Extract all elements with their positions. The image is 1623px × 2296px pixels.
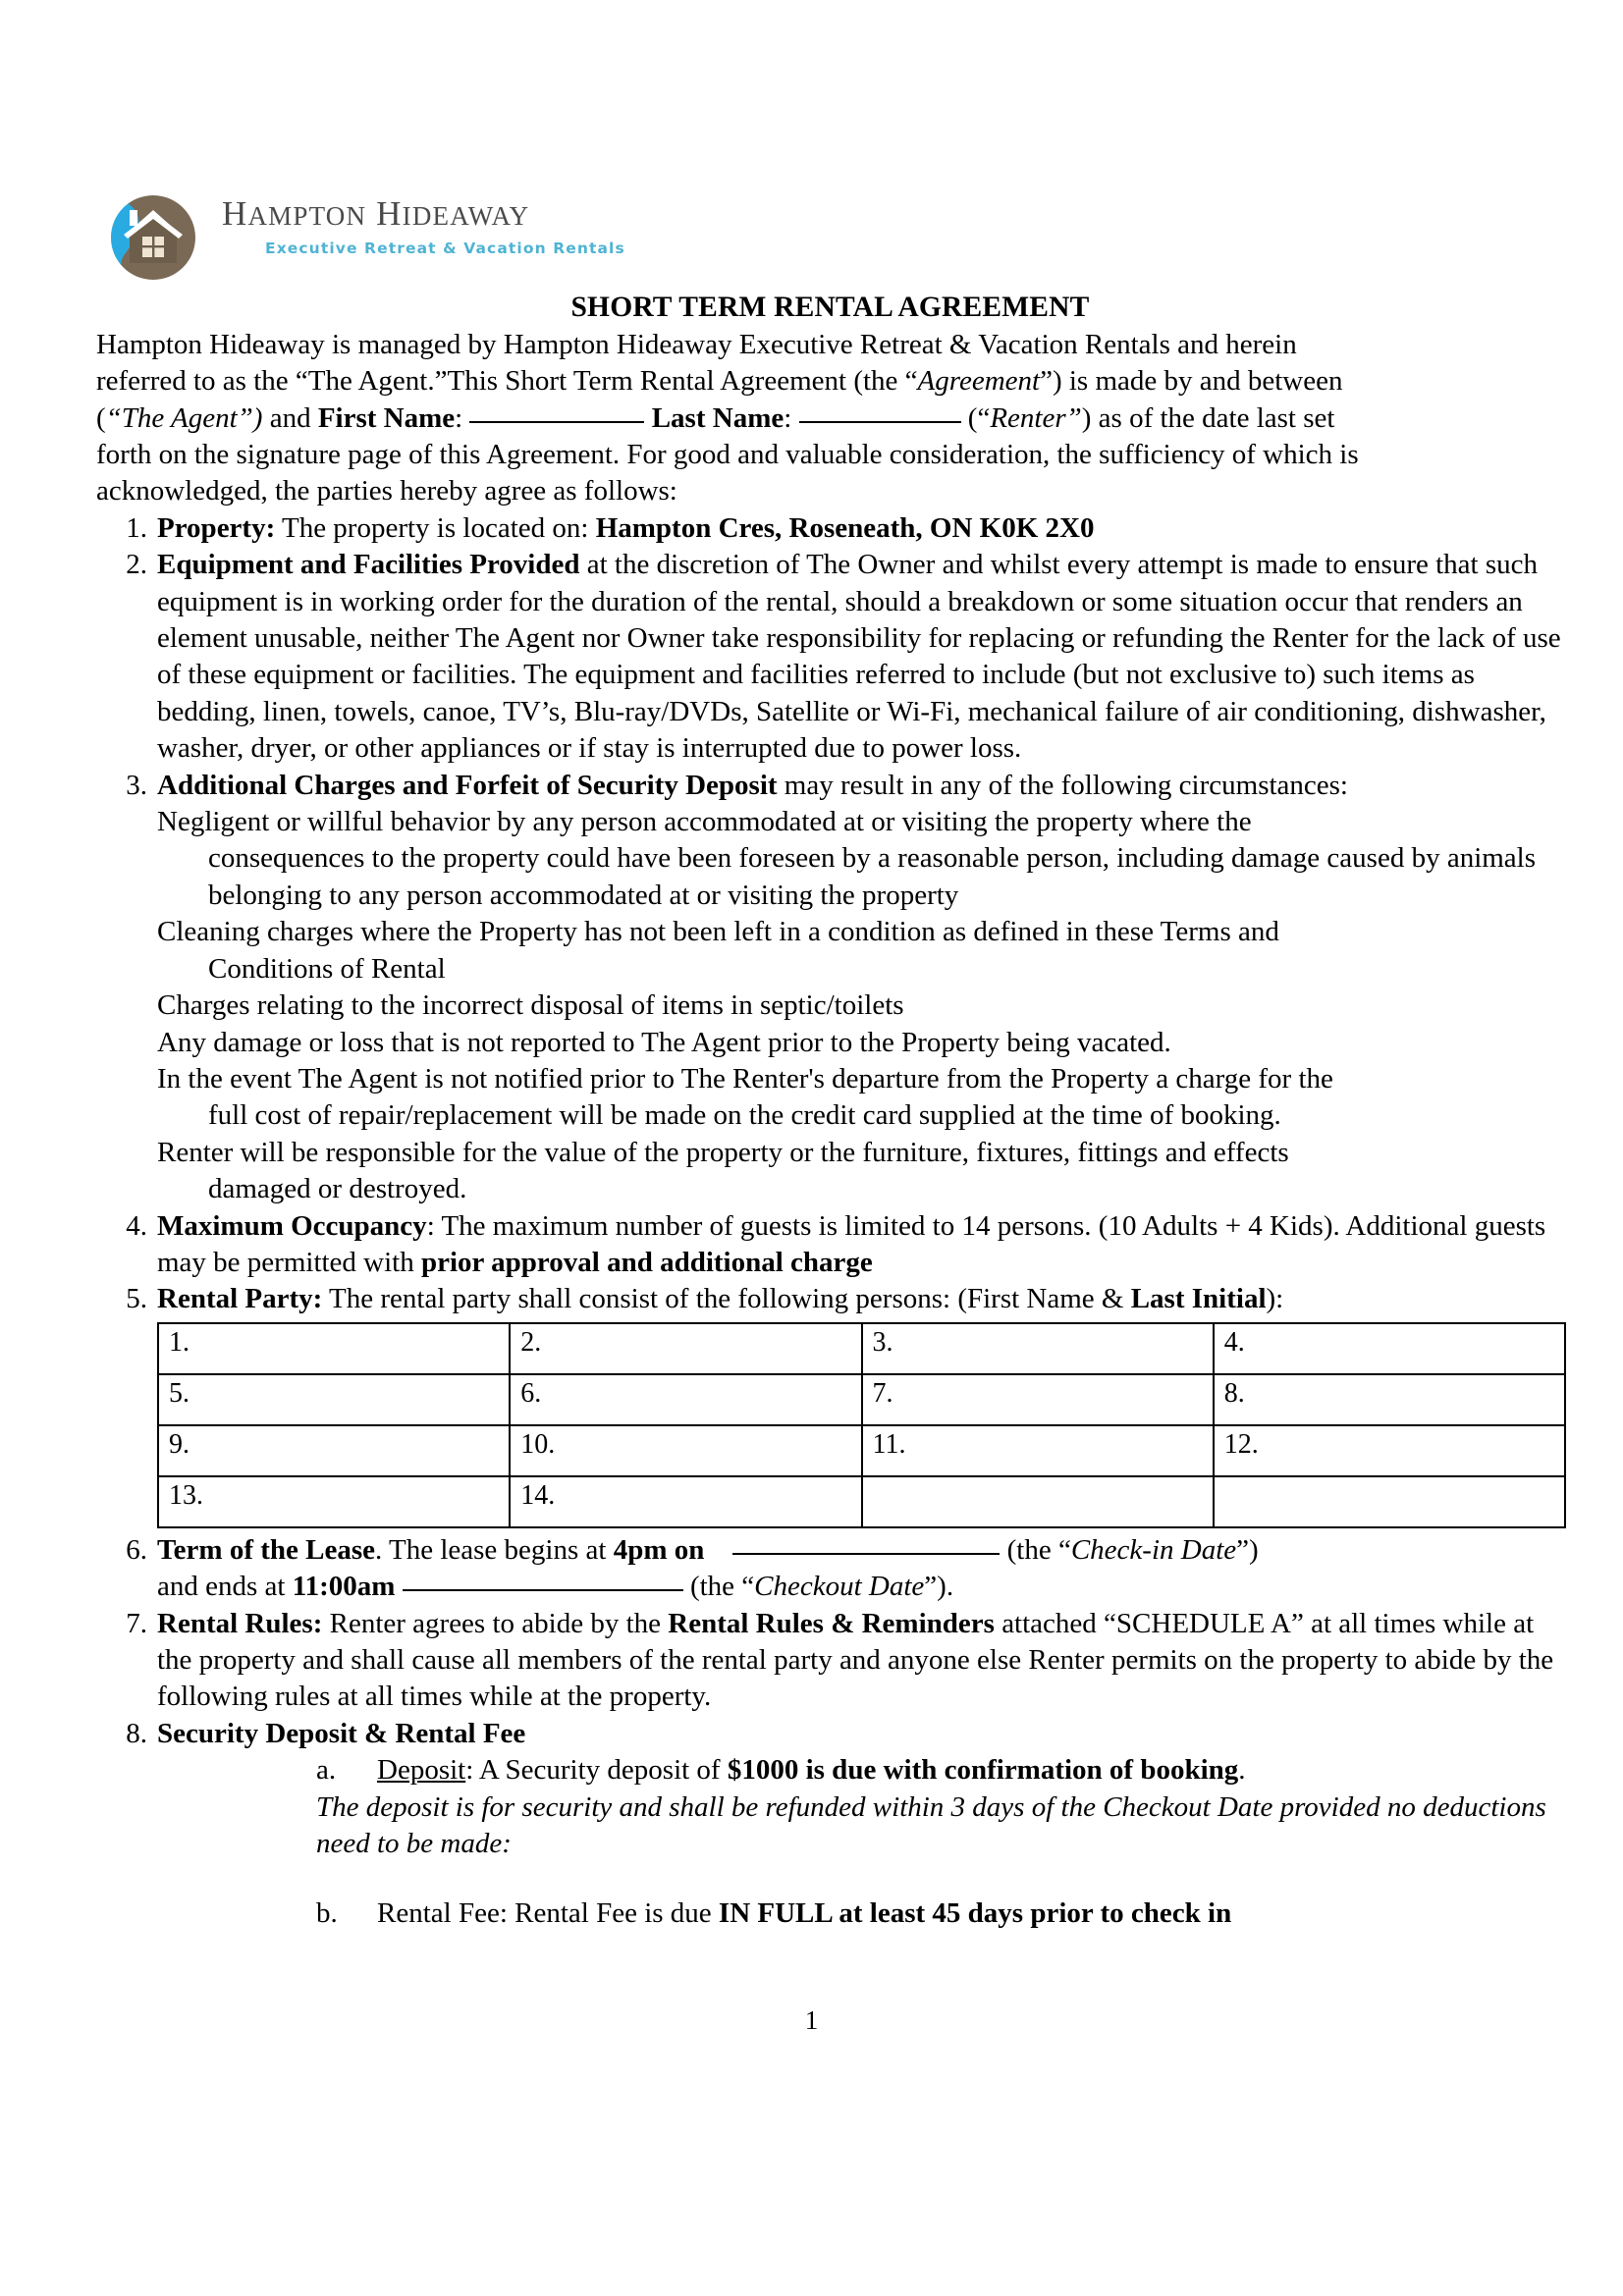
rental-party-table <box>157 1322 1566 1528</box>
clause-3-bullet-6: Renter will be responsible for the value of the property or the furniture, fixtures, fittings and effects <box>157 1136 1289 1168</box>
clause-3-number: 3. <box>126 769 147 801</box>
clause-4-bold-tail: prior approval and additional charge <box>421 1246 873 1278</box>
table-row <box>158 1425 1565 1476</box>
clause-8-number: 8. <box>126 1717 147 1749</box>
clause-6-text-b: (the “ <box>1000 1533 1071 1566</box>
clause-3-bullet-2: Cleaning charges where the Property has not been left in a condition as defined in these Terms and <box>157 916 1279 948</box>
clause-8b-text: Rental Fee: Rental Fee is due <box>377 1897 719 1930</box>
clause-4-text: : The maximum number of guests is limited to 14 persons. (10 Adults + 4 Kids). Additional guests may be permitted with <box>157 1209 1546 1278</box>
clause-1-number: 1. <box>126 511 147 544</box>
intro-paragraph <box>96 327 1564 510</box>
deposit-refund-note: The deposit is for security and shall be refunded within 3 days of the Checkout Date provided no deductions need to be made: <box>316 1790 1546 1860</box>
clause-3-bullet-1-main: Negligent or willful behavior by any person accommodated at or visiting the property where the <box>157 806 1252 838</box>
clause-6-text-c: ”) <box>1236 1533 1259 1566</box>
clause-7-rules-reminders: Rental Rules & Reminders <box>668 1607 995 1639</box>
clause-3-label: Additional Charges and Forfeit of Security Deposit <box>157 769 778 801</box>
clause-8b-rental-fee <box>316 1896 1564 1932</box>
party-cell-12[interactable]: 12. <box>1214 1425 1565 1476</box>
party-cell-9[interactable]: 9. <box>158 1425 510 1476</box>
party-cell-2[interactable]: 2. <box>510 1323 861 1374</box>
clause-1-label: Property: <box>157 511 276 544</box>
clause-8a-period: . <box>1238 1754 1246 1787</box>
clause-3-text: may result in any of the following circumstances: <box>777 769 1348 801</box>
property-address: Hampton Cres, Roseneath, ON K0K 2X0 <box>595 511 1095 544</box>
clause-1-text: The property is located on: <box>275 511 596 544</box>
intro-line-2b: ”) is made by and between <box>1040 365 1343 398</box>
intro-line-2a: referred to as the “The Agent.”This Short Term Rental Agreement (the “ <box>96 365 918 398</box>
logo-name-ideaway: IDEAWAY <box>402 201 530 231</box>
clause-6-line2-c: ”). <box>924 1571 954 1603</box>
party-cell-8[interactable]: 8. <box>1214 1374 1565 1425</box>
clause-3-bullet-2-cont: Conditions of Rental <box>208 952 446 985</box>
agreement-clause-list-continued <box>96 1532 1564 1933</box>
deposit-underlined-label: Deposit <box>377 1754 466 1787</box>
rental-fee-terms: IN FULL at least 45 days prior to check in <box>718 1897 1232 1930</box>
clause-7-rental-rules <box>96 1606 1564 1716</box>
clause-8a-deposit <box>316 1752 1564 1789</box>
document-title: SHORT TERM RENTAL AGREEMENT <box>570 292 1090 323</box>
clause-6-line2-a: and ends at <box>157 1571 293 1603</box>
page-number: 1 <box>804 2005 819 2035</box>
clause-5-rental-party <box>96 1281 1564 1317</box>
clause-2-text: at the discretion of The Owner and whilst every attempt is made to ensure that such equipment is in working order for the duration of the rental, should a breakdown or some situation occur that renders an element unusable, neither The Agent nor Owner take responsibility for replacing or refunding the Renter for the lack of use of these equipment or facilities. The equipment and facilities referred to include (but not exclusive to) such items as bedding, linen, towels, canoe, TV’s, Blu-ray/DVDs, Satellite or Wi-Fi, mechanical failure of air conditioning, dishwasher, washer, dryer, or other appliances or if stay is interrupted due to power loss. <box>157 549 1561 765</box>
clause-5-label: Rental Party: <box>157 1283 323 1315</box>
intro-paren-open: ( <box>96 401 106 434</box>
clause-8b-letter: b. <box>316 1897 338 1930</box>
clause-4-number: 4. <box>126 1209 147 1242</box>
first-name-colon: : <box>455 401 470 434</box>
deposit-amount-terms: $1000 is due with confirmation of booking <box>727 1754 1239 1787</box>
clause-3-additional-charges <box>96 768 1564 1208</box>
intro-line-5: acknowledged, the parties hereby agree as follows: <box>96 475 677 507</box>
clause-6-checkout-time: 11:00am <box>292 1571 396 1603</box>
last-name-input-blank[interactable] <box>799 421 961 423</box>
logo-tagline: Executive Retreat & Vacation Rentals <box>265 239 625 257</box>
last-name-colon: : <box>784 401 799 434</box>
spacer <box>157 1862 1564 1896</box>
first-name-input-blank[interactable] <box>469 421 644 423</box>
clause-3-bullet-5: In the event The Agent is not notified prior to The Renter's departure from the Property a charge for the <box>157 1062 1333 1095</box>
intro-line-4: forth on the signature page of this Agreement. For good and valuable consideration, the sufficiency of which is <box>96 439 1359 471</box>
logo-wordmark <box>222 196 625 257</box>
clause-6-term-of-lease <box>96 1532 1564 1606</box>
clause-3-bullet-5-cont: full cost of repair/replacement will be made on the credit card supplied at the time of booking. <box>208 1099 1281 1132</box>
first-name-label: First Name <box>317 401 456 434</box>
clause-5-text: The rental party shall consist of the following persons: (First Name & <box>322 1283 1131 1315</box>
document-content <box>96 183 1564 1933</box>
party-cell-1[interactable]: 1. <box>158 1323 510 1374</box>
clause-6-number: 6. <box>126 1533 147 1566</box>
clause-2-label: Equipment and Facilities Provided <box>157 549 580 581</box>
clause-4-maximum-occupancy <box>96 1208 1564 1282</box>
party-cell-15[interactable] <box>862 1476 1214 1527</box>
party-cell-7[interactable]: 7. <box>862 1374 1214 1425</box>
intro-the-agent-italic: “The Agent”) <box>105 401 263 434</box>
party-cell-4[interactable]: 4. <box>1214 1323 1565 1374</box>
party-cell-14[interactable]: 14. <box>510 1476 861 1527</box>
house-logo-icon <box>96 188 206 291</box>
logo-name-h2: H <box>376 194 403 233</box>
clause-1-property <box>96 510 1564 547</box>
intro-renter-close: ) as of the date last set <box>1081 401 1335 434</box>
party-cell-11[interactable]: 11. <box>862 1425 1214 1476</box>
clause-7-text-a: Renter agrees to abide by the <box>322 1607 669 1639</box>
party-cell-10[interactable]: 10. <box>510 1425 861 1476</box>
intro-agreement-italic: Agreement <box>917 365 1041 398</box>
checkin-date-input-blank[interactable] <box>732 1553 1000 1555</box>
clause-7-number: 7. <box>126 1607 147 1639</box>
clause-4-label: Maximum Occupancy <box>157 1209 427 1242</box>
clause-3-bullet-6-cont: damaged or destroyed. <box>208 1173 467 1205</box>
checkout-date-italic: Checkout Date <box>754 1571 925 1603</box>
party-cell-16[interactable] <box>1214 1476 1565 1527</box>
checkout-date-input-blank[interactable] <box>403 1589 683 1591</box>
table-row <box>158 1476 1565 1527</box>
clause-6-label: Term of the Lease <box>157 1533 376 1566</box>
clause-5-text-end: ): <box>1266 1283 1284 1315</box>
clause-3-bullet-4: Any damage or loss that is not reported to The Agent prior to the Property being vacated. <box>157 1026 1171 1058</box>
party-cell-13[interactable]: 13. <box>158 1476 510 1527</box>
logo-company-name <box>222 196 625 233</box>
table-row <box>158 1323 1565 1374</box>
last-name-label: Last Name <box>651 401 784 434</box>
logo-name-h1: H <box>222 194 248 233</box>
party-cell-5[interactable]: 5. <box>158 1374 510 1425</box>
clause-5-number: 5. <box>126 1283 147 1315</box>
party-cell-3[interactable]: 3. <box>862 1323 1214 1374</box>
intro-line-1: Hampton Hideaway is managed by Hampton Hideaway Executive Retreat & Vacation Rentals and herein <box>96 328 1297 360</box>
company-logo <box>96 183 1564 289</box>
clause-2-equipment <box>96 547 1564 767</box>
intro-and: and <box>262 401 318 434</box>
clause-7-label: Rental Rules: <box>157 1607 323 1639</box>
clause-6-checkin-time: 4pm on <box>613 1533 705 1566</box>
clause-3-bullet-1 <box>157 804 1564 840</box>
clause-7-text-b: attached “SCHEDULE A” at all times while at the property and shall cause all members of the rental party and anyone else Renter permits on the property to abide by the following rules at all times while at the property. <box>157 1607 1554 1713</box>
clause-3-bullet-3: Charges relating to the incorrect disposal of items in septic/toilets <box>157 989 904 1022</box>
party-cell-6[interactable]: 6. <box>510 1374 861 1425</box>
clause-8a-letter: a. <box>316 1754 337 1787</box>
clause-3-bullet-1-cont: consequences to the property could have been foreseen by a reasonable person, including damage caused by animals belonging to any person accommodated at or visiting the property <box>208 842 1537 911</box>
intro-renter-open: (“ <box>960 401 991 434</box>
clause-8a-text: : A Security deposit of <box>465 1754 728 1787</box>
logo-name-ampton: AMPTON <box>247 201 367 231</box>
clause-6-text-a: . The lease begins at <box>375 1533 614 1566</box>
table-row <box>158 1374 1565 1425</box>
intro-renter-italic: Renter” <box>990 401 1082 434</box>
clause-2-number: 2. <box>126 549 147 581</box>
checkin-date-italic: Check-in Date <box>1070 1533 1237 1566</box>
clause-8-label: Security Deposit & Rental Fee <box>157 1717 526 1749</box>
agreement-clause-list <box>96 510 1564 1318</box>
clause-5-bold-tail: Last Initial <box>1130 1283 1267 1315</box>
clause-6-line2-b: (the “ <box>682 1571 755 1603</box>
clause-8-security-deposit <box>96 1716 1564 1933</box>
